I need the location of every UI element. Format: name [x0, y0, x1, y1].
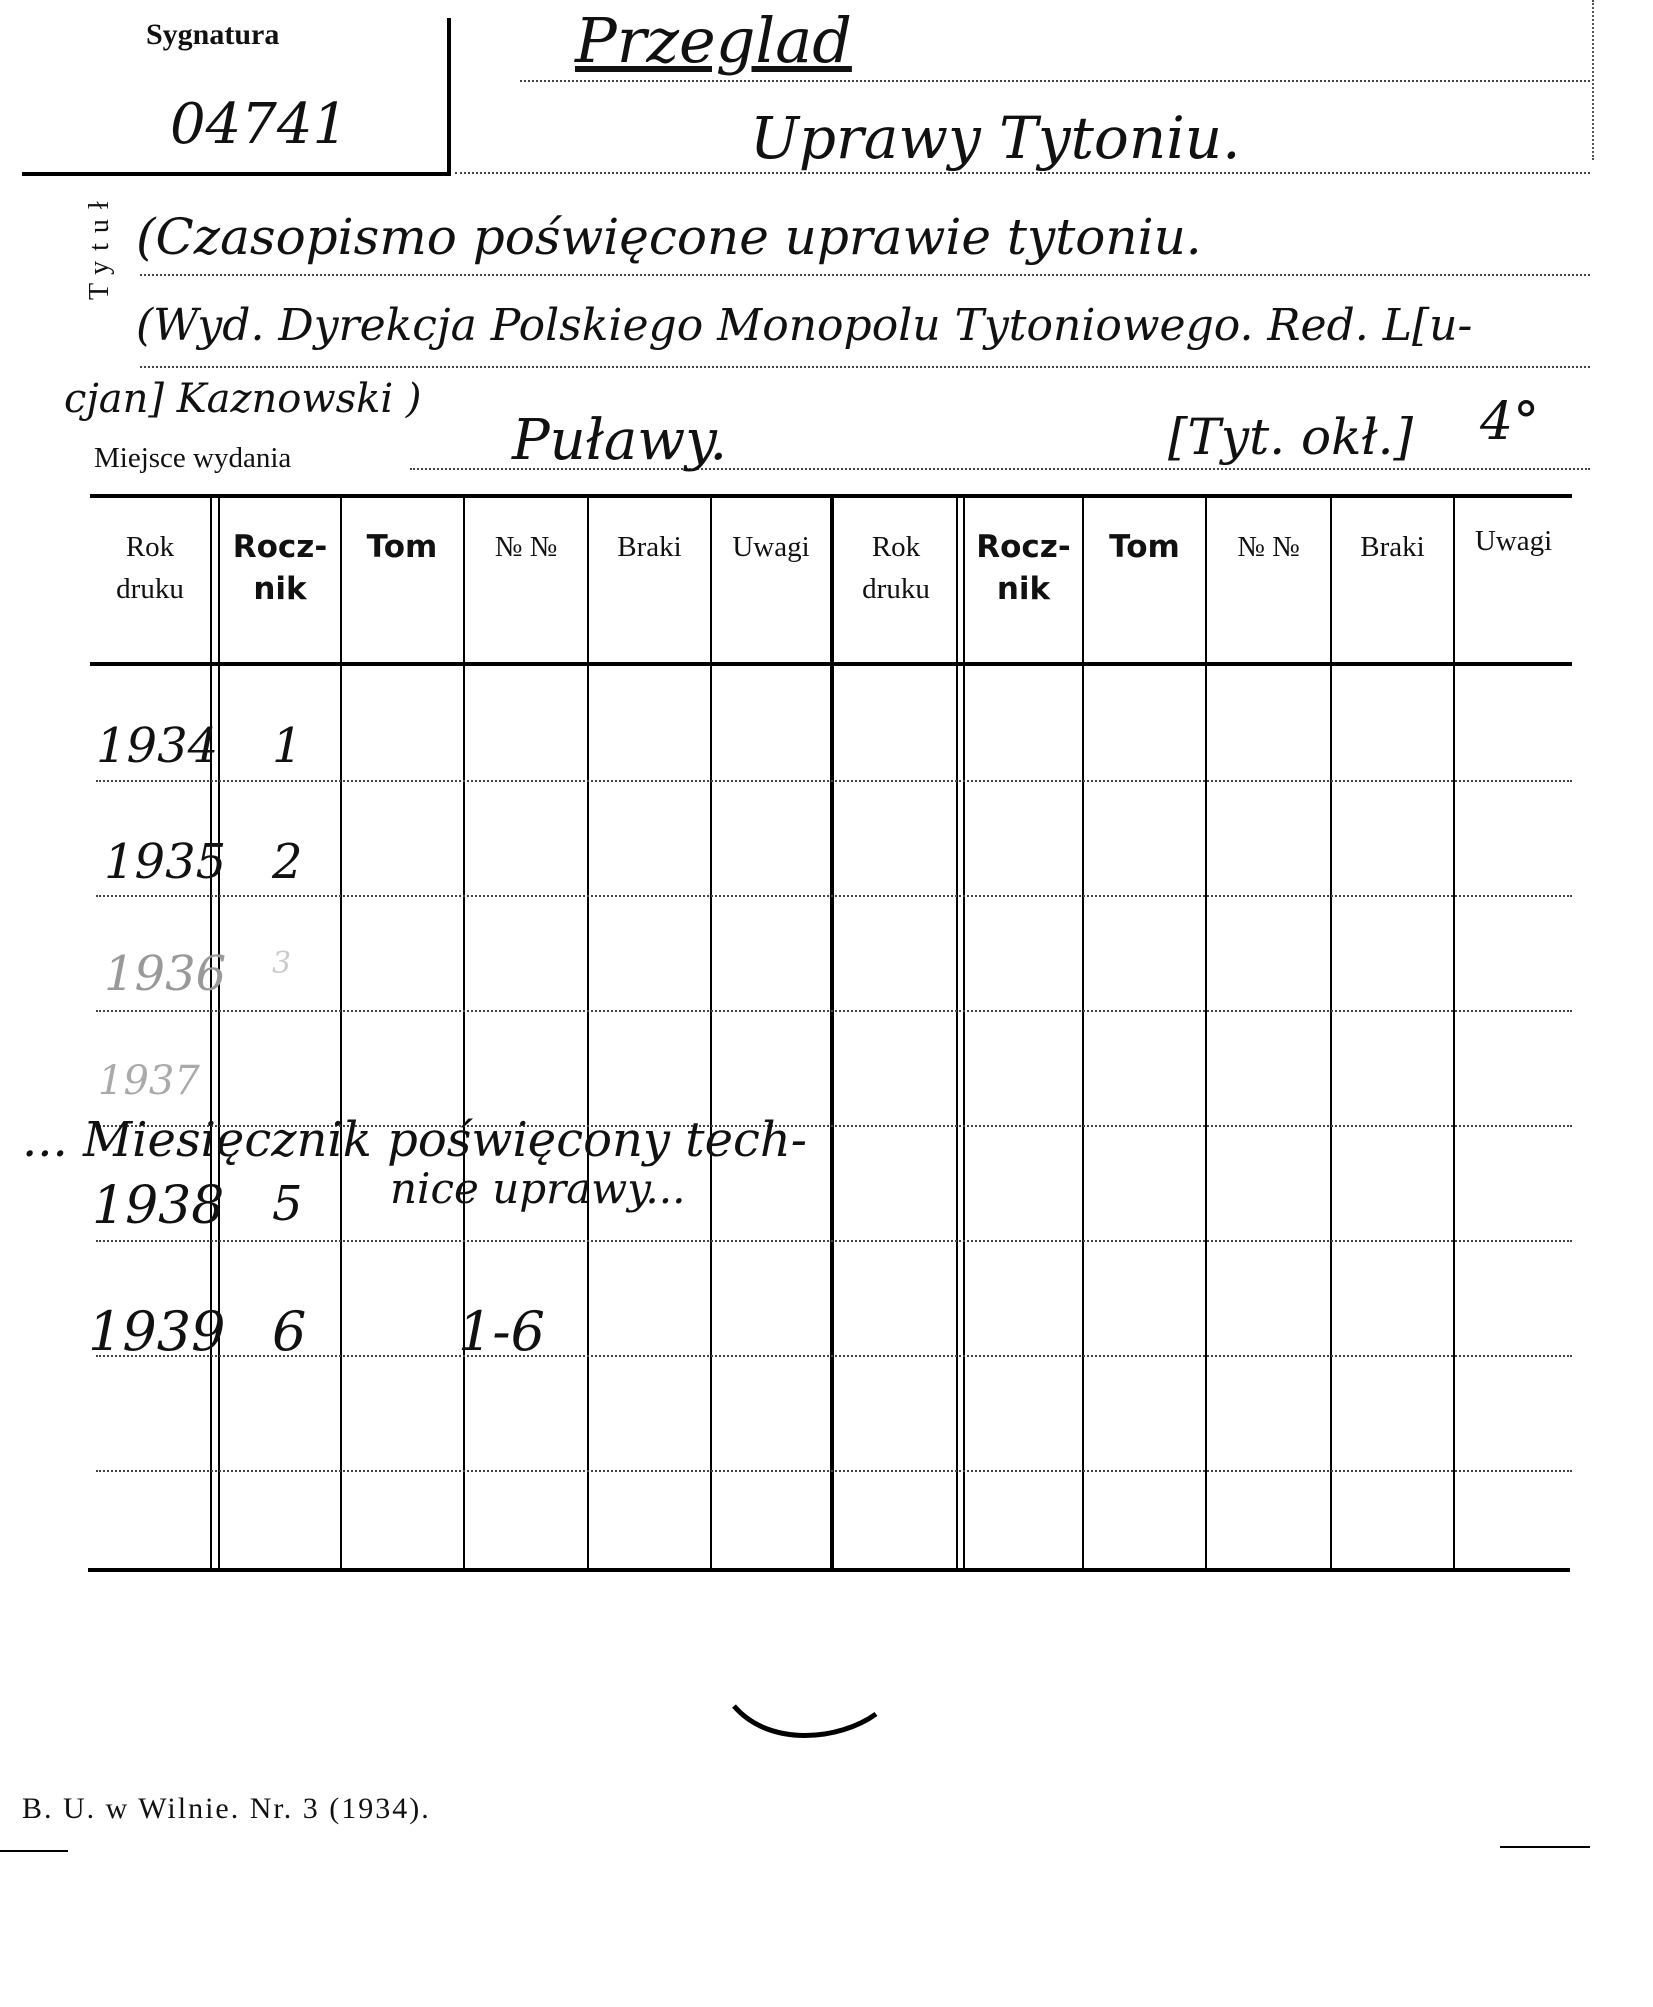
row-1937-year: 1937 [98, 1058, 200, 1104]
footer-rule-right [1500, 1846, 1590, 1848]
row-1934-year: 1934 [96, 718, 219, 774]
col-line [340, 498, 342, 1568]
col-line [963, 498, 965, 1568]
header-rocznik: Rocz- nik [232, 529, 328, 607]
title-dots-1 [520, 80, 1590, 82]
header-uwagi-2: Uwagi [1474, 525, 1553, 557]
row-dots [96, 1240, 1572, 1242]
col-line [218, 498, 220, 1568]
table-bottom-rule [88, 1568, 1570, 1572]
row-1935-year: 1935 [104, 834, 227, 890]
header-numery-2: № № [1237, 531, 1300, 563]
signature-bottom-rule [22, 172, 450, 176]
title-dots-2 [455, 172, 1590, 174]
col-line [1205, 498, 1207, 1568]
right-edge-dotted [1592, 0, 1594, 160]
col-line [463, 498, 465, 1568]
row-dots [96, 895, 1572, 897]
signature-label: Sygnatura [146, 18, 280, 51]
tytul-label: Tytuł [84, 191, 115, 300]
signature-right-rule [447, 18, 451, 176]
description-line-2: (Wyd. Dyrekcja Polskiego Monopolu Tytoniowego. Red. L[u- [136, 300, 1473, 351]
row-1939-volume: 6 [272, 1300, 307, 1363]
col-line [210, 498, 212, 1568]
header-numery: № № [494, 531, 558, 563]
desc-dots-2 [140, 366, 1590, 368]
desc-dots-1 [140, 274, 1590, 276]
format-note: [Tyt. okł.] [1168, 408, 1413, 466]
row-1938-volume: 5 [272, 1176, 303, 1232]
row-1938-year: 1938 [92, 1176, 225, 1236]
place-label: Miejsce wydania [94, 442, 292, 474]
note-line-1: ... Miesięcznik poświęcony tech- [22, 1112, 807, 1168]
col-line [587, 498, 589, 1568]
header-uwagi: Uwagi [732, 531, 810, 563]
header-tom: Tom [366, 529, 438, 565]
header-rok-druku-2: Rok druku [862, 531, 930, 605]
note-line-2: nice uprawy... [390, 1164, 686, 1213]
header-tom-2: Tom [1109, 529, 1180, 565]
row-dots [96, 1010, 1572, 1012]
footer-rule-left [0, 1850, 68, 1852]
row-1939-year: 1939 [88, 1300, 226, 1363]
row-dots [96, 1355, 1572, 1357]
size-note: 4° [1480, 392, 1540, 452]
footer-imprint: B. U. w Wilnie. Nr. 3 (1934). [22, 1792, 431, 1825]
description-line-3: cjan] Kaznowski ) [64, 376, 422, 422]
row-1934-volume: 1 [272, 718, 303, 774]
col-line [1453, 498, 1455, 1568]
description-line-1: (Czasopismo poświęcone uprawie tytoniu. [136, 208, 1202, 266]
col-line [956, 498, 958, 1568]
title-line-2: Uprawy Tytoniu. [750, 104, 1241, 172]
row-1935-volume: 2 [272, 834, 303, 890]
row-dots [96, 1470, 1572, 1472]
header-rocznik-2: Rocz- nik [976, 529, 1071, 607]
signature-value: 04741 [170, 92, 349, 157]
col-line [1082, 498, 1084, 1568]
header-rok-druku: Rok druku [116, 531, 184, 605]
col-line [710, 498, 712, 1568]
header-braki-2: Braki [1360, 531, 1425, 563]
row-1936-year: 1936 [104, 946, 227, 1002]
center-divider [830, 498, 834, 1568]
col-line [1330, 498, 1332, 1568]
row-1936-volume: 3 [272, 946, 292, 981]
row-1939-numbers: 1-6 [458, 1300, 545, 1363]
row-dots [96, 780, 1572, 782]
swoosh-mark [730, 1700, 880, 1760]
title-line-1: Przeglad [575, 4, 852, 77]
header-braki: Braki [617, 531, 682, 563]
place-value: Puławy. [512, 408, 728, 473]
